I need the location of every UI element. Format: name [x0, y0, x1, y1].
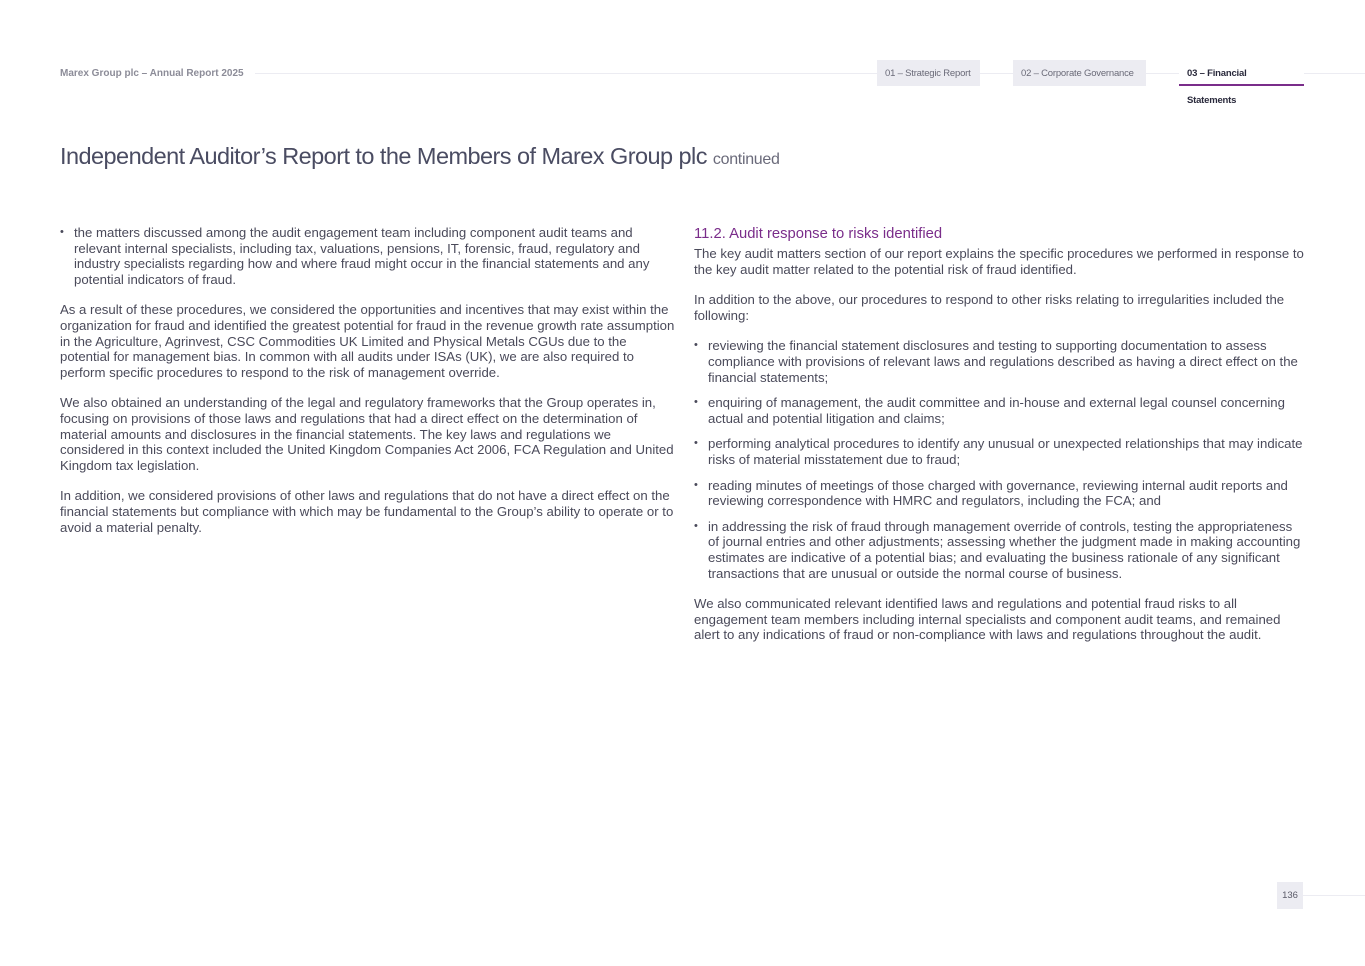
- section-heading: 11.2. Audit response to risks identified: [694, 226, 943, 242]
- paragraph: As a result of these procedures, we considered the opportunities and incentives that may exist within the organization for fraud and identified the greatest potential for fraud in the revenue growth rate assumption in the Agriculture, Agrinvest, CSC Commodities UK Limited and Physical Metals CGUs due to the potential for management bias. In common with all audits under ISAs (UK), we are also required to perform specific procedures to respond to the risk of management override.: [60, 302, 675, 380]
- tab-strategic-report[interactable]: 01 – Strategic Report: [877, 60, 980, 86]
- footer-divider: [1303, 895, 1365, 896]
- company-name: Marex Group plc – Annual Report 2025: [60, 68, 244, 79]
- page-title: [60, 143, 780, 170]
- page-number: 136: [1277, 882, 1303, 909]
- list-item: • in addressing the risk of fraud through management override of controls, testing the appropriateness of journal entries and other adjustments; assessing whether the judgment made in making accounting estimates are indicative of a potential bias; and evaluating the business rationale of any significant transactions that are unusual or outside the normal course of business.: [694, 519, 1306, 581]
- paragraph: In addition, we considered provisions of other laws and regulations that do not have a direct effect on the financial statements but compliance with which may be fundamental to the Group’s ability to operate or to avoid a material penalty.: [60, 488, 674, 535]
- tab-financial-statements[interactable]: 03 – Financial Statements: [1179, 60, 1304, 86]
- paragraph: The key audit matters section of our report explains the specific procedures we performed in response to the key audit matter related to the potential risk of fraud identified.: [694, 246, 1304, 277]
- page-title-suffix: continued: [712, 151, 780, 168]
- list-item: • enquiring of management, the audit committee and in-house and external legal counsel concerning actual and potential litigation and claims;: [694, 395, 1306, 426]
- list-item: • reviewing the financial statement disclosures and testing to supporting documentation to assess compliance with provisions of relevant laws and regulations described as having a direct effect on the financial statements;: [694, 338, 1306, 385]
- left-bullet-list: [60, 225, 676, 287]
- list-item: • the matters discussed among the audit engagement team including component audit teams and relevant internal specialists, including tax, valuations, pensions, IT, forensic, fraud, regulatory and industry specialists regarding how and where fraud might occur in the financial statements and any potential indicators of fraud.: [60, 225, 676, 287]
- list-item: • reading minutes of meetings of those charged with governance, reviewing internal audit reports and reviewing correspondence with HMRC and regulators, including the FCA; and: [694, 478, 1306, 509]
- procedures-list: [694, 338, 1306, 581]
- paragraph: We also communicated relevant identified laws and regulations and potential fraud risks to all engagement team members including internal specialists and component audit teams, and remained alert to any indications of fraud or non-compliance with laws and regulations throughout the audit.: [694, 596, 1281, 643]
- tab-corporate-governance[interactable]: 02 – Corporate Governance: [1013, 60, 1146, 86]
- list-item: • performing analytical procedures to identify any unusual or unexpected relationships that may indicate risks of material misstatement due to fraud;: [694, 436, 1306, 467]
- right-column: [694, 225, 1306, 658]
- page-title-text: Independent Auditor’s Report to the Members of Marex Group plc: [60, 143, 707, 169]
- left-column: [60, 225, 676, 550]
- paragraph: We also obtained an understanding of the legal and regulatory frameworks that the Group operates in, focusing on provisions of those laws and regulations that had a direct effect on the determination of material amounts and disclosures in the financial statements. The key laws and regulations we considered in this context included the United Kingdom Companies Act 2006, FCA Regulation and United Kingdom tax legislation.: [60, 395, 674, 473]
- paragraph: In addition to the above, our procedures to respond to other risks relating to irregularities included the following:: [694, 292, 1285, 323]
